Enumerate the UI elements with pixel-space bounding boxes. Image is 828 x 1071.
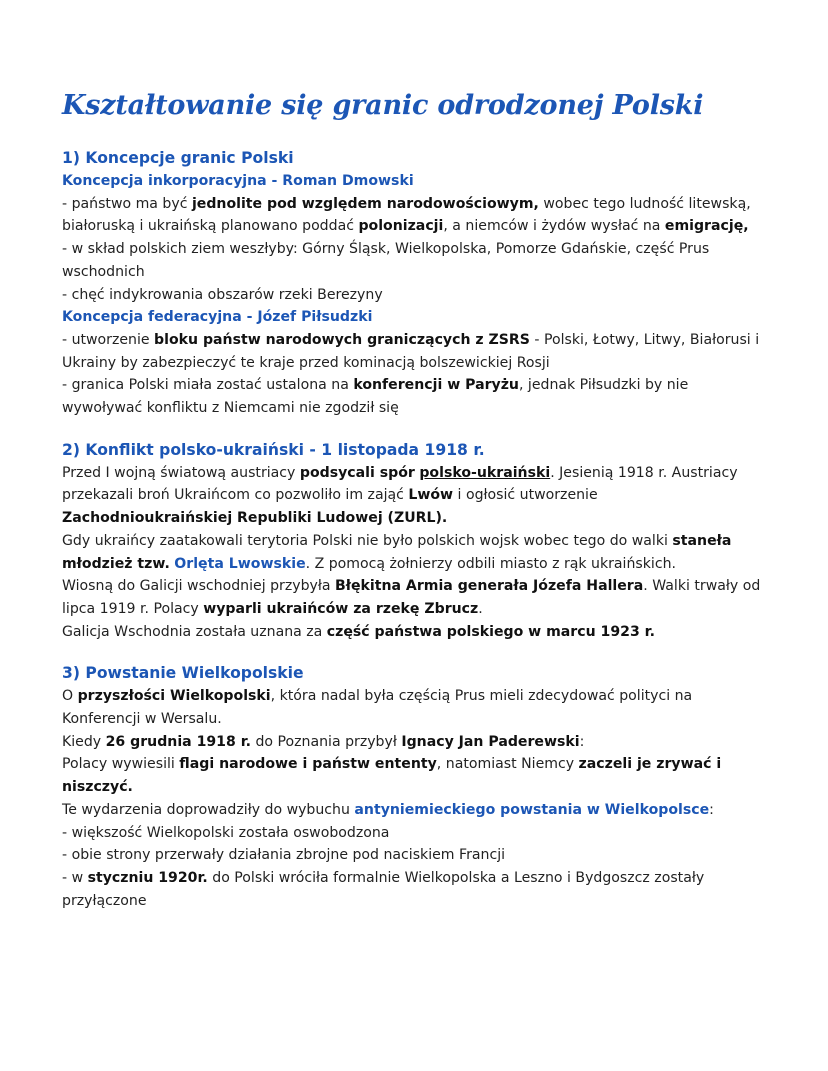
- document-title: Kształtowanie się granic odrodzonej Polski: [62, 90, 704, 121]
- text-span: - państwo ma być: [62, 195, 192, 212]
- highlight-text: antyniemieckiego powstania w Wielkopolsce: [354, 801, 710, 818]
- text-span: O: [62, 688, 78, 705]
- federation-point-1: [62, 329, 762, 374]
- federation-heading: Koncepcja federacyjna - Józef Piłsudzki: [62, 309, 373, 326]
- section-2-paragraph-2: [62, 530, 762, 575]
- section-2-paragraph-3: [62, 575, 762, 620]
- bold-text: Lwów: [408, 487, 454, 504]
- section-2-paragraph-4: [62, 621, 762, 644]
- text-span: Polacy wywiesili: [62, 756, 180, 773]
- text-span: Te wydarzenia doprowadziły do wybuchu: [62, 801, 355, 818]
- bold-text: zaczeli je zrywać i niszczyć.: [62, 756, 722, 796]
- text-span: Gdy ukraińcy zaatakowali terytoria Polski nie było polskich wojsk wobec tego do walki: [62, 532, 673, 549]
- text-span: Galicja Wschodnia została uznana za: [62, 623, 327, 640]
- bold-text: polonizacji: [358, 218, 444, 235]
- text-span: .: [478, 600, 483, 617]
- text-span: do Poznania przybył: [251, 733, 402, 750]
- text-span: , która nadal była częścią Prus mieli zdecydować polityci na Konferencji w Wersalu.: [62, 688, 693, 728]
- bold-text: podsycali spór: [299, 464, 415, 481]
- bold-text: styczniu 1920r.: [87, 869, 208, 886]
- bold-text: Zachodnioukraińskiej Republiki Ludowej (ZURL).: [62, 510, 448, 527]
- section-3-point-2: - obie strony przerwały działania zbrojne pod naciskiem Francji: [62, 847, 506, 864]
- bold-text: jednolite pod względem narodowościowym,: [191, 195, 539, 212]
- bold-text: 26 grudnia 1918 r.: [105, 733, 251, 750]
- text-span: :: [709, 801, 714, 818]
- section-3-point-1: - większość Wielkopolski została oswobodzona: [62, 824, 390, 841]
- text-span: . Jesienią 1918 r. Austriacy przekazali broń Ukraińcom co pozwoliło im zająć: [62, 464, 738, 504]
- section-3-point-3: [62, 867, 762, 912]
- bold-text: flagi narodowe i państw ententy: [179, 756, 437, 773]
- underlined-bold-text: polsko-ukraiński: [419, 464, 551, 481]
- text-span: - w: [62, 869, 88, 886]
- bold-text: konferencji w Paryżu: [353, 377, 519, 394]
- section-2-heading: 2) Konflikt polsko-ukraiński - 1 listopada 1918 r.: [62, 440, 485, 459]
- text-span: Wiosną do Galicji wschodniej przybyła: [62, 578, 335, 595]
- bold-text: bloku państw narodowych graniczących z ZSRS: [154, 331, 530, 348]
- bold-text: wyparli ukraińców za rzekę Zbrucz: [203, 600, 479, 617]
- document-body: [62, 146, 762, 912]
- section-3-heading: 3) Powstanie Wielkopolskie: [62, 664, 304, 683]
- text-span: Przed I wojną światową austriacy: [62, 464, 300, 481]
- text-span: - granica Polski miała zostać ustalona na: [62, 377, 354, 394]
- text-span: , natomiast Niemcy: [436, 756, 579, 773]
- incorporation-heading: Koncepcja inkorporacyjna - Roman Dmowski: [62, 173, 414, 189]
- text-span: :: [579, 733, 585, 750]
- incorporation-point-1: [62, 193, 762, 238]
- text-span: . Z pomocą żołnierzy odbili miasto z rąk ukraińskich.: [305, 555, 676, 572]
- section-3-paragraph-3: [62, 753, 762, 798]
- federation-point-2: [62, 374, 762, 419]
- bold-text: staneła młodzież tzw.: [62, 532, 732, 572]
- highlight-text: Orlęta Lwowskie: [174, 555, 306, 572]
- bold-text: przyszłości Wielkopolski: [77, 688, 271, 705]
- section-gap: [62, 420, 762, 438]
- bold-text: Ignacy Jan Paderewski: [401, 733, 580, 750]
- section-gap: [62, 643, 762, 661]
- section-3-paragraph-4: [62, 799, 762, 822]
- incorporation-point-2: - w skład polskich ziem weszłyby: Górny Śląsk, Wielkopolska, Pomorze Gdańskie, część Prus wschodnich: [62, 241, 710, 280]
- text-span: i ogłosić utworzenie: [453, 487, 598, 504]
- text-span: Kiedy: [62, 733, 106, 750]
- text-span: do Polski wróciła formalnie Wielkopolska a Leszno i Bydgoszcz zostały przyłączone: [62, 869, 705, 909]
- text-span: - Polski, Łotwy, Litwy, Białorusi i Ukrainy by zabezpieczyć te kraje przed kominacją bolszewickiej Rosji: [62, 331, 760, 371]
- bold-text: Błękitna Armia generała Józefa Hallera: [334, 578, 644, 595]
- text-span: , a niemców i żydów wysłać na: [443, 218, 665, 235]
- bold-text: część państwa polskiego w marcu 1923 r.: [326, 623, 655, 640]
- bold-text: emigrację,: [664, 218, 749, 235]
- text-span: . Walki trwały od lipca 1919 r. Polacy: [62, 578, 761, 617]
- section-1-heading: 1) Koncepcje granic Polski: [62, 149, 294, 167]
- text-span: wobec tego ludność litewską, białoruską i ukraińską planowano poddać: [62, 195, 751, 235]
- section-3-paragraph-2: [62, 731, 762, 754]
- incorporation-point-3: - chęć indykrowania obszarów rzeki Berezyny: [62, 286, 383, 303]
- text-span: - utworzenie: [62, 331, 155, 348]
- text-span: , jednak Piłsudzki by nie wywoływać konfliktu z Niemcami nie zgodził się: [62, 377, 689, 417]
- section-3-paragraph-1: [62, 685, 762, 730]
- section-2-paragraph-1: [62, 462, 762, 530]
